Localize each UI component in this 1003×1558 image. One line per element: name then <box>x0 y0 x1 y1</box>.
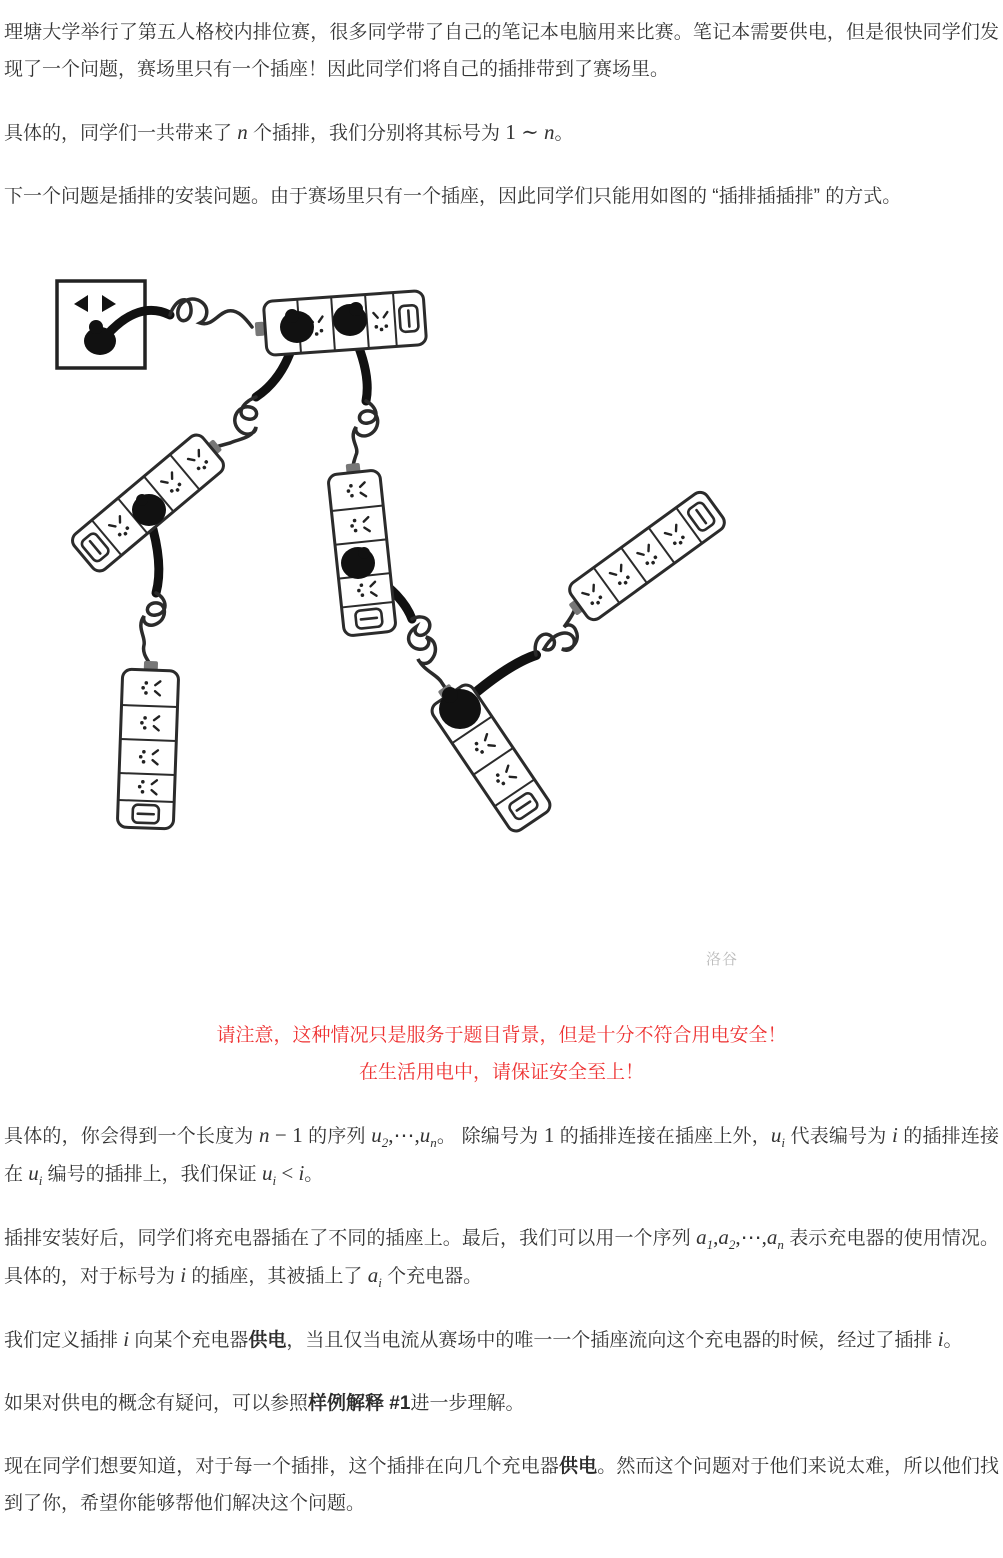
plug-on-strip-3 <box>341 547 375 579</box>
paragraph-question: 现在同学们想要知道，对于每一个插排，这个插排在向几个充电器供电。然而这个问题对于他们来说太难，所以他们找到了你，希望你能够帮他们解决这个问题。 <box>4 1456 999 1514</box>
cord-6-thick <box>468 655 536 699</box>
cord-4-squiggle <box>141 593 165 664</box>
cord-3-squiggle <box>353 401 378 468</box>
power-strip-6 <box>560 489 728 628</box>
paragraph-sequence-a: 插排安装好后，同学们将充电器插在了不同的插座上。最后，我们可以用一个序列 $a_1,a_2,\cdots,a_n$ 表示充电器的使用情况。具体的，对于标号为 i 的插座，其被插上了 $a_i$ 个充电器。 <box>4 1225 999 1291</box>
cord-6-squiggle <box>535 608 577 655</box>
luogu-watermark: 洛谷 <box>706 951 739 968</box>
paragraph-intro-1: 理塘大学举行了第五人格校内排位赛，很多同学带了自己的笔记本电脑用来比赛。笔记本需要供电，但是很快同学们发现了一个问题，赛场里只有一个插座！因此同学们将自己的插排带到了赛场里。 <box>4 22 999 80</box>
safety-warning <box>4 1017 999 1091</box>
plug-on-strip-2 <box>132 494 166 526</box>
safety-warning-line-1: 请注意，这种情况只是服务于题目背景，但是十分不符合用电安全！ <box>216 1025 787 1046</box>
problem-illustration <box>4 241 999 1001</box>
paragraph-intro-2: 具体的，同学们一共带来了 n 个插排，我们分别将其标号为 1 ∼ n。 <box>4 120 574 144</box>
safety-warning-line-2: 在生活用电中，请保证安全至上！ <box>358 1062 644 1083</box>
paragraph-intro-3: 下一个问题是插排的安装问题。由于赛场里只有一个插座，因此同学们只能用如图的 “插排插插排” 的方式。 <box>4 186 902 207</box>
power-strip-4 <box>117 660 179 829</box>
power-strip-drawing <box>4 241 1003 1001</box>
paragraph-sequence-u: 具体的，你会得到一个长度为 n − 1 的序列 $u_2,\cdots,u_n$。 除编号为 1 的插排连接在插座上外，$u_i$ 代表编号为 i 的插排连接在 $u_i$ 编号的插排上，我们保证 $u_i < i$。 <box>4 1123 1000 1189</box>
cord-2-squiggle <box>219 397 257 446</box>
cord-nub <box>255 322 265 337</box>
paragraph-define-power: 我们定义插排 i 向某个充电器供电，当且仅当电流从赛场中的唯一一个插座流向这个充电器的时候，经过了插排 i。 <box>4 1327 963 1351</box>
paragraph-see-example: 如果对供电的概念有疑问，可以参照样例解释 #1进一步理解。 <box>4 1393 525 1414</box>
cord-1-squiggle <box>170 299 252 327</box>
cord-5-squiggle <box>409 617 446 689</box>
